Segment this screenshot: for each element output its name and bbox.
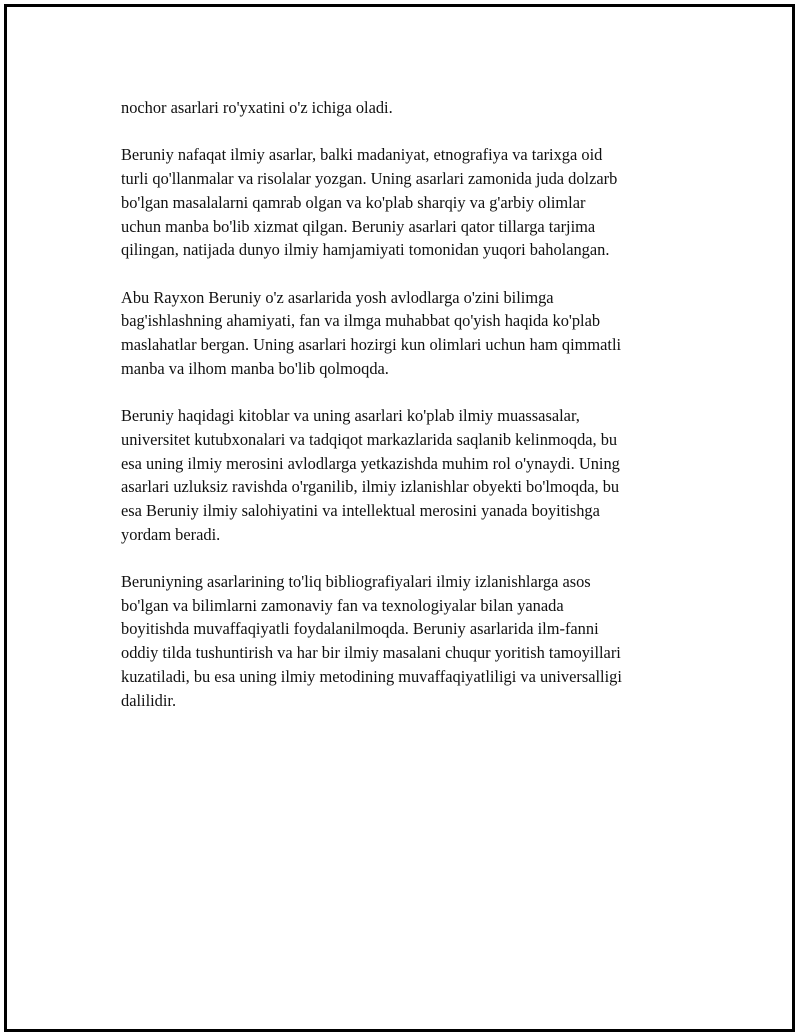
paragraph-4: Beruniy haqidagi kitoblar va uning asarlari ko'plab ilmiy muassasalar, universitet kutubxonalari va tadqiqot markazlarida saqlanib kelinmoqda, bu esa uning ilmiy merosini avlodlarga yetkazishda muhim rol o'ynaydi. Uning asarlari uzluksiz ravishda o'rganilib, ilmiy izlanishlar obyekti bo'lmoqda, bu esa Beruniy ilmiy salohiyatini va intellektual merosini yanada boyitishga yordam beradi. [121,406,620,544]
document-body [121,96,701,736]
paragraph-1: nochor asarlari ro'yxatini o'z ichiga oladi. [121,98,393,117]
paragraph-3: Abu Rayxon Beruniy o'z asarlarida yosh avlodlarga o'zini bilimga bag'ishlashning ahamiyati, fan va ilmga muhabbat qo'yish haqida ko'plab maslahatlar bergan. Uning asarlari hozirgi kun olimlari uchun ham qimmatli manba va ilhom manba bo'lib qolmoqda. [121,287,622,378]
page-frame [4,4,795,1032]
paragraph-5: Beruniyning asarlarining to'liq bibliografiyalari ilmiy izlanishlarga asos bo'lgan va bilimlarni zamonaviy fan va texnologiyalar bilan yanada boyitishda muvaffaqiyatli foydalanilmoqda. Beruniy asarlarida ilm-fanni oddiy tilda tushuntirish va har bir ilmiy masalani chuqur yoritish tamoyillari kuzatiladi, bu esa uning ilmiy metodining muvaffaqiyatliligi va universalligi dalilidir. [121,572,622,710]
paragraph-2: Beruniy nafaqat ilmiy asarlar, balki madaniyat, etnografiya va tarixga oid turli qo'llanmalar va risolalar yozgan. Uning asarlari zamonida juda dolzarb bo'lgan masalalarni qamrab olgan va ko'plab sharqiy va g'arbiy olimlar uchun manba bo'lib xizmat qilgan. Beruniy asarlari qator tillarga tarjima qilingan, natijada dunyo ilmiy hamjamiyati tomonidan yuqori baholangan. [121,145,618,260]
